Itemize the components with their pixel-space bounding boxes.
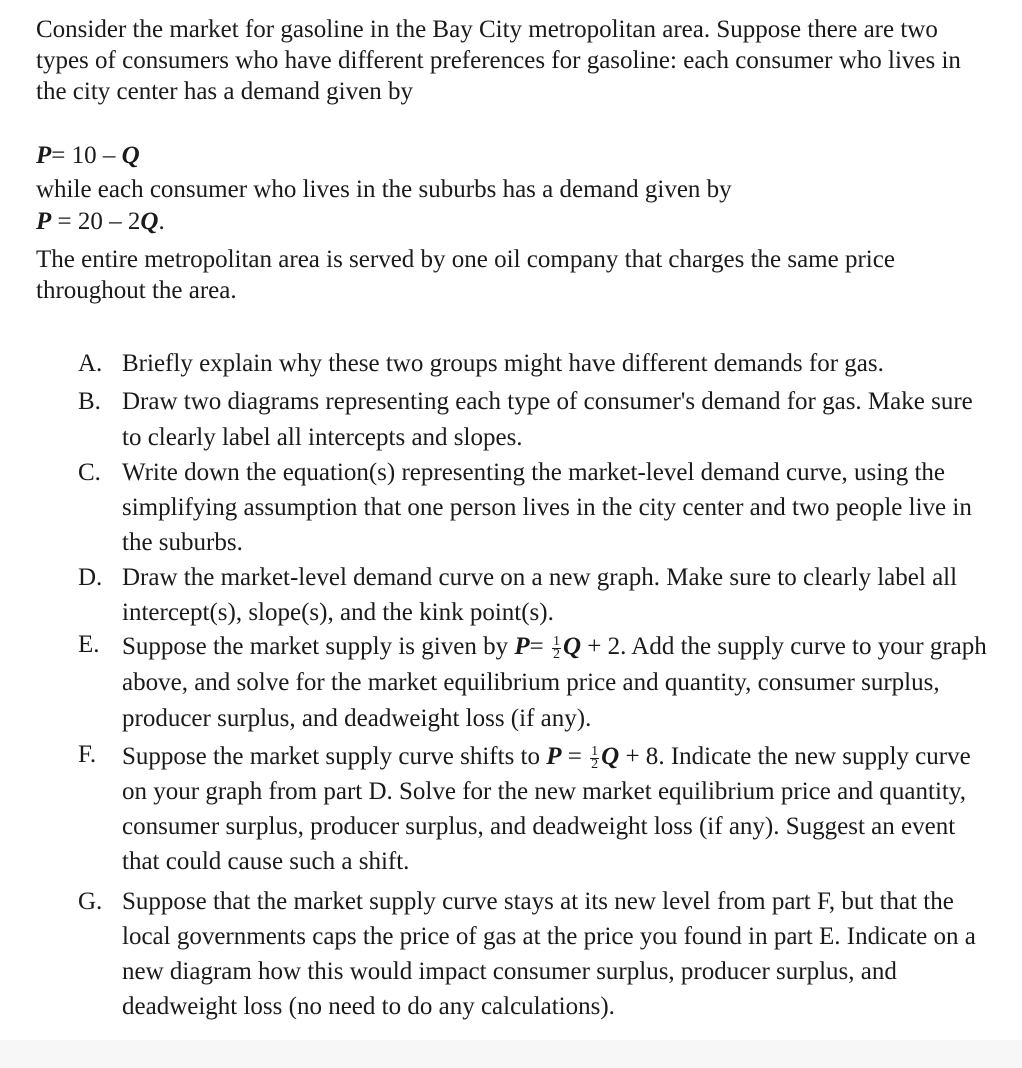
- eq2-price-symbol: P: [36, 208, 52, 235]
- bottom-shade: [0, 1040, 1022, 1068]
- question-text: Draw two diagrams representing each type of consumer's demand for gas. Make sure to clearly label all intercepts and slopes.: [122, 388, 973, 451]
- city-demand-equation: [36, 140, 140, 171]
- e-rest-text: . Add the supply curve to your graph above, and solve for the market equilibrium price and quantity, consumer surplus, producer surplus, and deadweight loss (if any).: [122, 633, 987, 732]
- question-text: [122, 629, 998, 737]
- intro-paragraph: Consider the market for gasoline in the Bay City metropolitan area. Suppose there are two types of consumers who have different preferences for gasoline: each consumer who lives in the city center has a demand given by: [36, 16, 961, 105]
- question-letter: F.: [78, 741, 97, 768]
- question-letter: G.: [78, 888, 103, 915]
- suburbs-demand-equation: [36, 206, 165, 237]
- question-text: Write down the equation(s) representing the market-level demand curve, using the simplifying assumption that one person lives in the city center and two people live in the suburbs.: [122, 459, 972, 556]
- f-fraction-numerator: 1: [591, 743, 599, 759]
- e-lead-text: Suppose the market supply is given by: [122, 633, 515, 660]
- question-text: [122, 739, 998, 879]
- eq2-end: .: [158, 208, 165, 235]
- question-text: Briefly explain why these two groups might have different demands for gas.: [122, 350, 884, 377]
- question-letter: B.: [78, 388, 101, 415]
- e-quantity-symbol: Q: [562, 633, 582, 660]
- question-letter: C.: [78, 459, 101, 486]
- question-text: Suppose that the market supply curve stays at its new level from part F, but that the local governments caps the price of gas at the price you found in part E. Indicate on a new diagram how this would impact consumer surplus, producer surplus, and deadweight loss (no need to do any calculations).: [122, 888, 976, 1020]
- company-paragraph: The entire metropolitan area is served by one oil company that charges the same price throughout the area.: [36, 246, 895, 304]
- f-fraction: [590, 743, 599, 772]
- f-lead-text: Suppose the market supply curve shifts to: [122, 743, 547, 770]
- e-fraction: [552, 633, 561, 662]
- eq2-middle: = 20 – 2: [51, 208, 141, 235]
- e-constant: + 2: [581, 633, 621, 660]
- question-text: Draw the market-level demand curve on a new graph. Make sure to clearly label all intercept(s), slope(s), and the kink point(s).: [122, 564, 958, 626]
- f-equals: =: [561, 743, 589, 770]
- f-fraction-denominator: 2: [591, 756, 599, 772]
- question-letter: A.: [78, 350, 103, 377]
- e-fraction-numerator: 1: [552, 633, 560, 649]
- e-price-symbol: P: [514, 633, 530, 660]
- suburbs-paragraph: while each consumer who lives in the suburbs has a demand given by: [36, 176, 732, 203]
- f-price-symbol: P: [546, 743, 562, 770]
- question-letter: D.: [78, 564, 103, 591]
- f-rest-text: . Indicate the new supply curve on your graph from part D. Solve for the new market equilibrium price and quantity, consumer surplus, producer surplus, and deadweight loss (if any). Suggest an event that could cause such a shift.: [122, 743, 971, 875]
- f-constant: + 8: [619, 743, 659, 770]
- eq1-quantity-symbol: Q: [121, 142, 140, 169]
- e-fraction-denominator: 2: [552, 646, 560, 662]
- e-equals: =: [529, 633, 550, 660]
- question-letter: E.: [78, 631, 100, 658]
- eq2-quantity-symbol: Q: [140, 208, 159, 235]
- f-quantity-symbol: Q: [601, 743, 620, 770]
- eq1-price-symbol: P: [36, 142, 52, 169]
- eq1-middle: = 10 –: [51, 142, 122, 169]
